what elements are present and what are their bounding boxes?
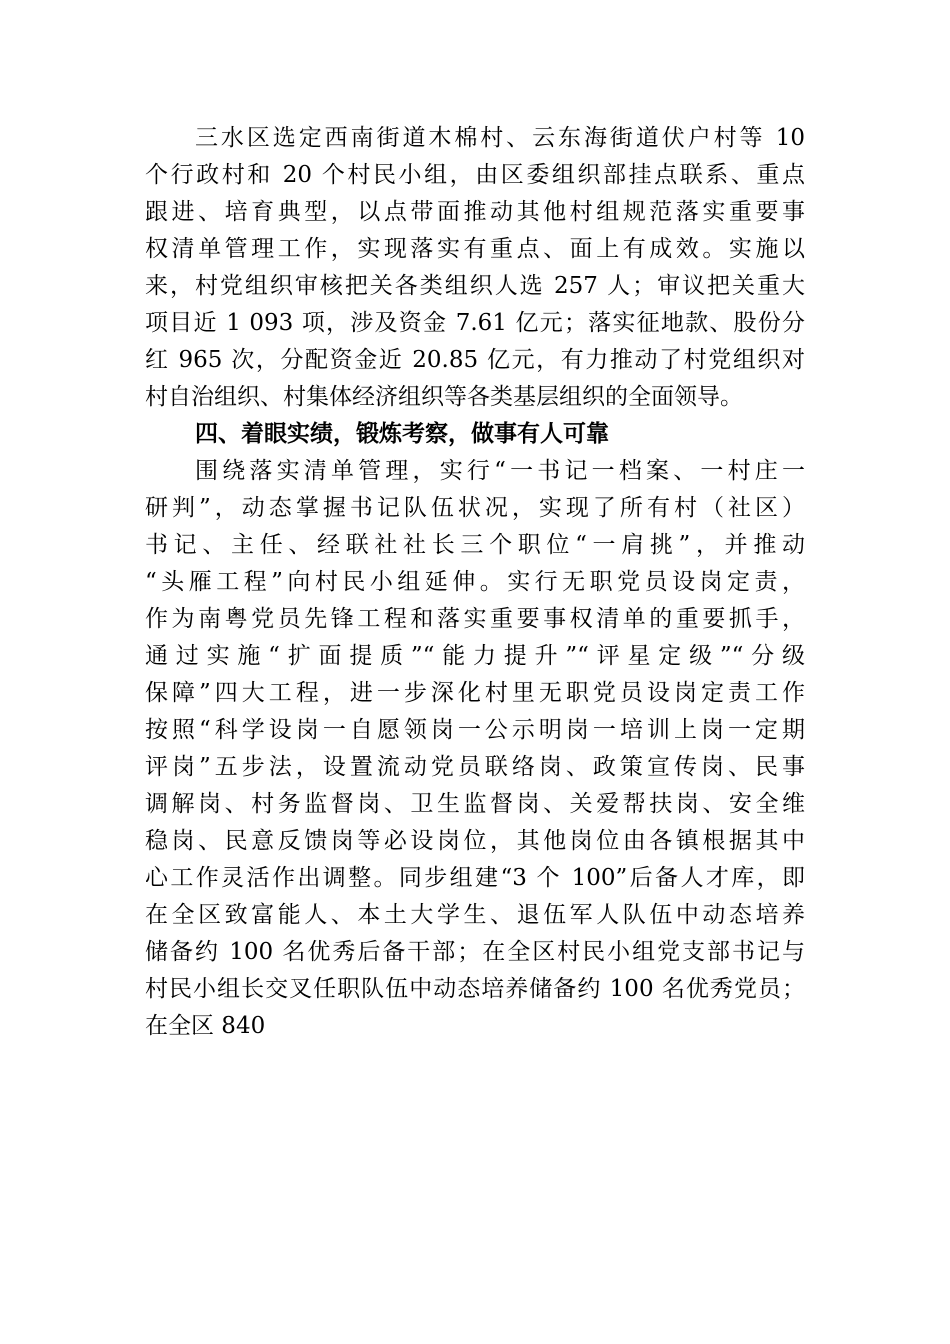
text-line: 在全区致富能人、本土大学生、退伍军人队伍中动态培养: [145, 902, 805, 928]
text-line: 项目近 1 093 项，涉及资金 7.61 亿元；落实征地款、股份分: [145, 310, 805, 336]
text-line: 村自治组织、村集体经济组织等各类基层组织的全面领导。: [145, 384, 743, 410]
section-heading: 四、着眼实绩，锻炼考察，做事有人可靠: [195, 421, 609, 447]
text-line: 围绕落实清单管理，实行“一书记一档案、一村庄一: [195, 458, 805, 484]
text-line: 三水区选定西南街道木棉村、云东海街道伏户村等 10: [195, 125, 805, 151]
text-line: 储备约 100 名优秀后备干部；在全区村民小组党支部书记与: [145, 939, 805, 965]
text-line: 权清单管理工作，实现落实有重点、面上有成效。实施以: [145, 236, 805, 262]
text-line: 书记、主任、经联社社长三个职位“一肩挑”，并推动: [145, 532, 805, 558]
text-line: 红 965 次，分配资金近 20.85 亿元，有力推动了村党组织对: [145, 347, 805, 373]
document-page: [145, 120, 805, 1045]
text-line: 来，村党组织审核把关各类组织人选 257 人；审议把关重大: [145, 273, 805, 299]
text-line: 研判”，动态掌握书记队伍状况，实现了所有村（社区）: [145, 495, 805, 521]
text-line: 个行政村和 20 个村民小组，由区委组织部挂点联系、重点: [145, 162, 805, 188]
paragraph-2: [145, 453, 805, 1045]
text-line: 稳岗、民意反馈岗等必设岗位，其他岗位由各镇根据其中: [145, 828, 805, 854]
text-line: 跟进、培育典型，以点带面推动其他村组规范落实重要事: [145, 199, 805, 225]
text-line: 评岗”五步法，设置流动党员联络岗、政策宣传岗、民事: [145, 754, 805, 780]
text-line: 通过实施“扩面提质”“能力提升”“评星定级”“分级: [145, 643, 805, 669]
text-line: 按照“科学设岗一自愿领岗一公示明岗一培训上岗一定期: [145, 717, 805, 743]
text-line: 村民小组长交叉任职队伍中动态培养储备约 100 名优秀党员；: [145, 976, 805, 1002]
text-line: 心工作灵活作出调整。同步组建“3 个 100”后备人才库，即: [145, 865, 805, 891]
paragraph-1: [145, 120, 805, 416]
text-line: 调解岗、村务监督岗、卫生监督岗、关爱帮扶岗、安全维: [145, 791, 805, 817]
text-line: 作为南粤党员先锋工程和落实重要事权清单的重要抓手，: [145, 606, 805, 632]
text-line: 保障”四大工程，进一步深化村里无职党员设岗定责工作: [145, 680, 805, 706]
text-line: “头雁工程”向村民小组延伸。实行无职党员设岗定责，: [145, 569, 805, 595]
text-line: 在全区 840: [145, 1013, 266, 1039]
